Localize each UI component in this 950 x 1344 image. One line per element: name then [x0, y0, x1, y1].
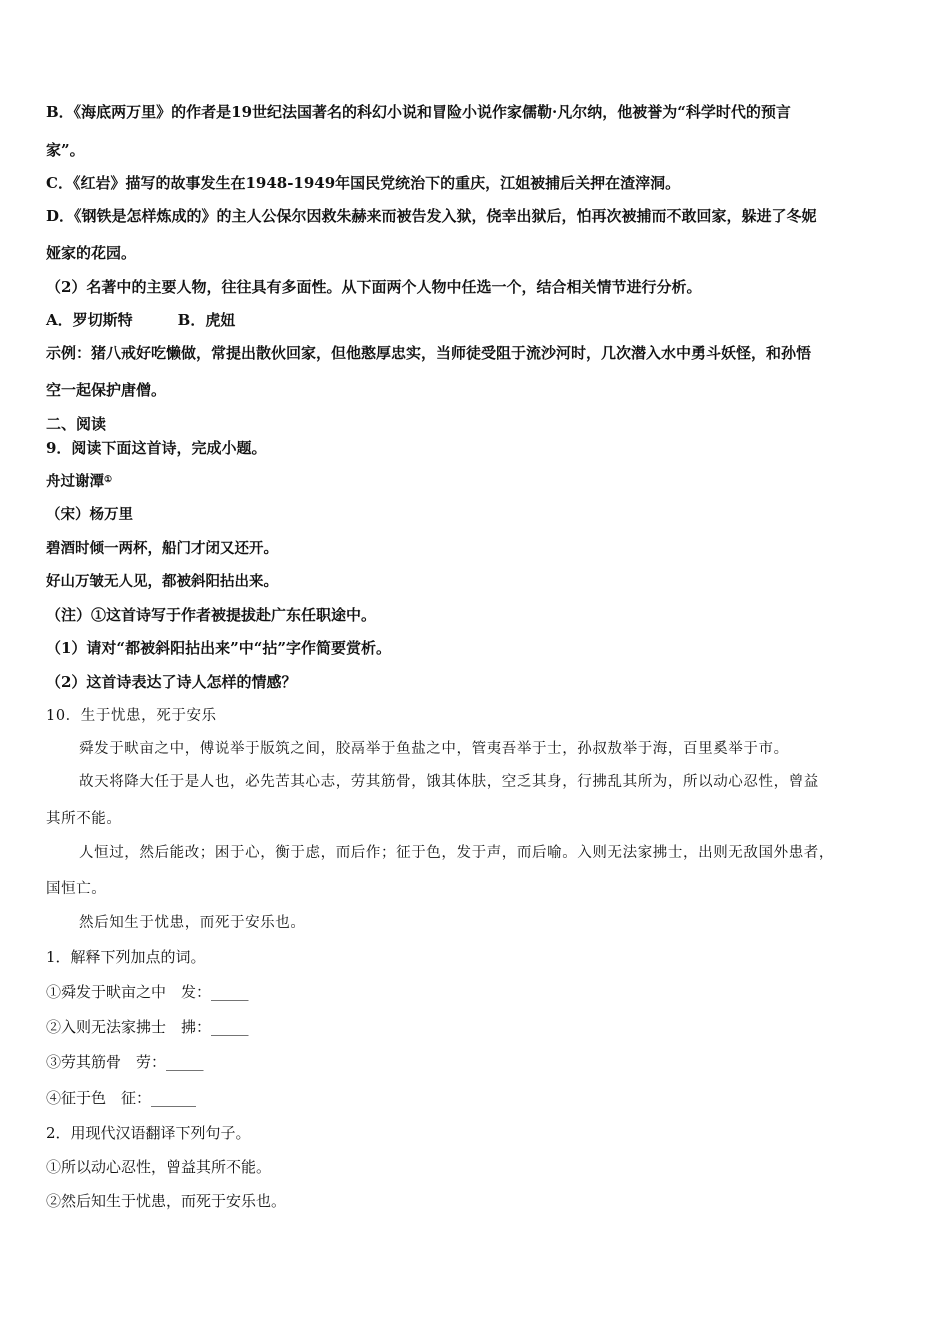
poem-author: （宋）杨万里 — [46, 506, 133, 523]
section-heading: 二、阅读 — [46, 415, 107, 433]
q10-para4: 然后知生于忧患，而死于安乐也。 — [79, 915, 306, 931]
example-line1: 示例：猪八戒好吃懒做，常提出散伙回家，但他憨厚忠实，当师徒受阻于流沙河时，几次潜入水中勇斗妖怪，和孙悟 — [46, 344, 812, 362]
note-marker: ① — [104, 475, 113, 485]
q8-part2-prompt: （2）名著中的主要人物，往往具有多面性。从下面两个人物中任选一个，结合相关情节进行分析。 — [46, 278, 702, 296]
poem-line1: 碧酒时倾一两杯，船门才闭又还开。 — [46, 540, 278, 557]
q8-part2-choices: A．罗切斯特 B．虎妞 — [46, 311, 236, 329]
q9-part1: （1）请对“都被斜阳拈出来”中“拈”字作简要赏析。 — [46, 639, 391, 657]
q10-sub2: 2．用现代汉语翻译下列句子。 — [46, 1124, 251, 1142]
q10-sub2-a: ①所以动心忍性，曾益其所不能。 — [46, 1158, 272, 1176]
option-d-line2: 娅家的花园。 — [46, 244, 137, 262]
q10-sub1-a: ①舜发于畎亩之中 发：_____ — [46, 983, 249, 1001]
q10-para2-line2: 其所不能。 — [46, 811, 122, 827]
q10-sub2-b: ②然后知生于忧患，而死于安乐也。 — [46, 1192, 287, 1210]
q10-sub1-d: ④征于色 征：______ — [46, 1089, 197, 1107]
option-d-line1: D．《钢铁是怎样炼成的》的主人公保尔因救朱赫来而被告发入狱，侥幸出狱后，怕再次被捕而不敢回家，躲进了冬妮 — [46, 207, 817, 225]
q9-intro: 9．阅读下面这首诗，完成小题。 — [46, 439, 267, 457]
q10-para3-line1: 人恒过，然后能改；困于心，衡于虑，而后作；征于色，发于声，而后喻。入则无法家拂士，出则无敌国外患者， — [79, 845, 834, 861]
poem-note: （注）①这首诗写于作者被提拔赴广东任职途中。 — [46, 606, 377, 624]
q10-sub1-b: ②入则无法家拂士 拂：_____ — [46, 1018, 249, 1036]
poem-line2: 好山万皱无人见，都被斜阳拈出来。 — [46, 573, 278, 590]
example-line2: 空一起保护唐僧。 — [46, 381, 167, 399]
option-b-line1: B．《海底两万里》的作者是19世纪法国著名的科幻小说和冒险小说作家儒勒·凡尔纳，他被誉为“科学时代的预言 — [46, 103, 791, 121]
q9-part2: （2）这首诗表达了诗人怎样的情感？ — [46, 673, 297, 691]
q10-para2-line1: 故天将降大任于是人也，必先苦其心志，劳其筋骨，饿其体肤，空乏其身，行拂乱其所为，所以动心忍性，曾益 — [79, 774, 819, 790]
option-c: C．《红岩》描写的故事发生在1948-1949年国民党统治下的重庆，江姐被捕后关押在渣滓洞。 — [46, 174, 681, 192]
q10-sub1: 1．解释下列加点的词。 — [46, 948, 206, 966]
q10-para1: 舜发于畎亩之中，傅说举于版筑之间，胶鬲举于鱼盐之中，管夷吾举于士，孙叔敖举于海，百里奚举于市。 — [79, 741, 789, 757]
q10-title: 10．生于忧患，死于安乐 — [46, 708, 217, 724]
q10-para3-line2: 国恒亡。 — [46, 881, 107, 897]
poem-title: 舟过谢潭① — [46, 473, 113, 490]
q10-sub1-c: ③劳其筋骨 劳：_____ — [46, 1053, 204, 1071]
option-b-line2: 家”。 — [46, 141, 85, 159]
